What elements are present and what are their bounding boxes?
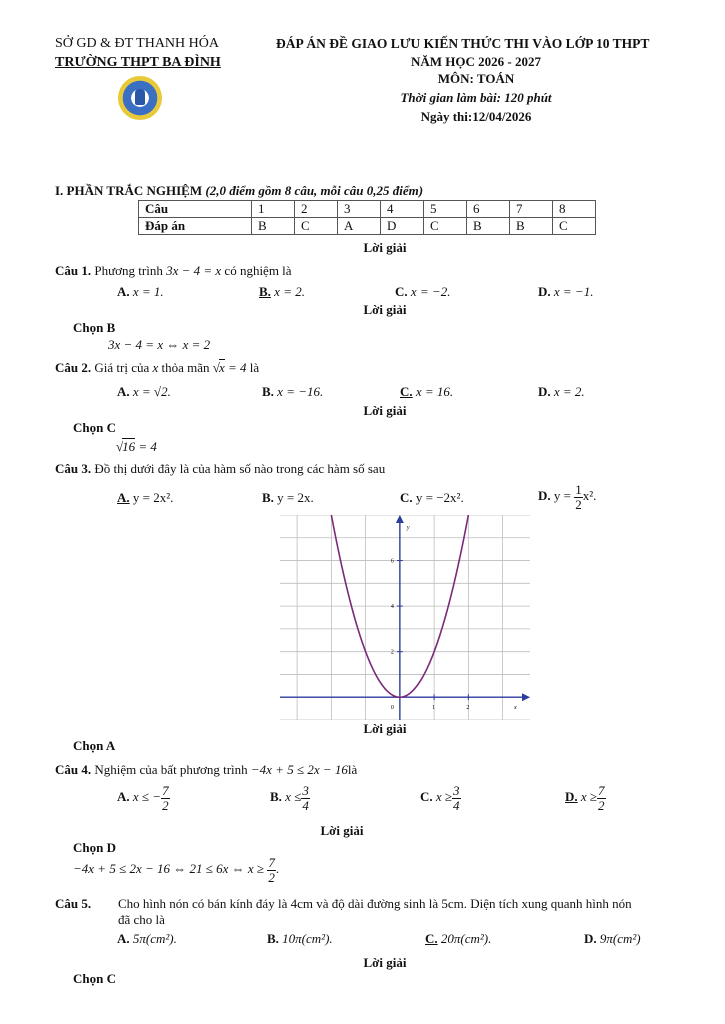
table-cell: D xyxy=(381,218,424,235)
solution-heading: Lời giải xyxy=(363,302,407,317)
choice-value: x = 2. xyxy=(274,284,305,299)
choice-letter: B. xyxy=(262,384,274,399)
table-cell: B xyxy=(467,218,510,235)
question-text: thỏa mãn xyxy=(161,360,210,375)
choice-value: x = −2. xyxy=(410,284,451,299)
fraction-denominator: 4 xyxy=(453,797,460,813)
answer-table xyxy=(138,200,596,235)
choice-b xyxy=(270,784,310,812)
question-label: Câu 1. xyxy=(55,263,92,278)
chosen-answer: Chọn B xyxy=(73,320,116,335)
solution-heading: Lời giải xyxy=(363,403,407,418)
question-text: đã cho là xyxy=(118,912,165,927)
table-row xyxy=(139,218,596,235)
table-row xyxy=(139,201,596,218)
school-year: NĂM HỌC 2026 - 2027 xyxy=(411,54,541,69)
choice-b xyxy=(262,384,323,400)
choice-letter: C. xyxy=(395,284,408,299)
question-4 xyxy=(55,762,357,778)
variable: x xyxy=(152,360,159,375)
fraction-numerator: 3 xyxy=(453,783,460,798)
choice-value: 10π(cm²). xyxy=(282,931,333,946)
choice-value: y = xyxy=(553,488,571,504)
school-logo xyxy=(118,76,162,120)
choice-value: y = 2x. xyxy=(277,490,314,505)
choice-letter: D. xyxy=(584,931,597,946)
choice-c xyxy=(420,784,461,812)
table-cell: B xyxy=(510,218,553,235)
table-cell: B xyxy=(252,218,295,235)
question-2: Câu 2. Giá trị của x thỏa mãn √x = 4 là xyxy=(55,360,260,375)
question-3 xyxy=(55,461,385,477)
solution-heading: Lời giải xyxy=(363,721,407,736)
choice-letter: B. xyxy=(270,789,282,805)
section-heading: I. PHẦN TRẮC NGHIỆM xyxy=(55,183,203,198)
choice-letter: A. xyxy=(117,490,130,505)
choice-letter: A. xyxy=(117,931,130,946)
choice-c xyxy=(400,490,464,506)
radicand: x xyxy=(218,360,225,375)
equation: 3x − 4 = x xyxy=(166,263,222,278)
fraction-denominator: 2 xyxy=(598,797,605,813)
table-cell: C xyxy=(553,218,596,235)
department-name: SỞ GD & ĐT THANH HÓA xyxy=(55,36,219,51)
table-cell: 1 xyxy=(252,201,295,218)
choice-letter: A. xyxy=(117,284,130,299)
table-cell: 7 xyxy=(510,201,553,218)
choice-letter: A. xyxy=(117,789,130,805)
fraction-denominator: 2 xyxy=(162,797,169,813)
solution-heading: Lời giải xyxy=(320,823,364,838)
origin-label: 0 xyxy=(390,705,394,712)
school-name: TRƯỜNG THPT BA ĐÌNH xyxy=(55,55,221,70)
x-tick-label: 2 xyxy=(466,705,470,712)
y-tick-label: 2 xyxy=(390,649,394,656)
choice-d xyxy=(584,931,641,947)
choice-value: x = −1. xyxy=(553,284,594,299)
chosen-answer: Chọn C xyxy=(73,971,116,986)
solution-text: −4x + 5 ≤ 2x − 16 ⇔ 21 ≤ 6x ⇔ x ≥ xyxy=(73,861,265,877)
inequality: −4x + 5 ≤ 2x − 16 xyxy=(250,762,348,777)
solution-line: √16 = 4 xyxy=(116,439,157,454)
solution-rest: = 4 xyxy=(138,439,157,454)
fraction-numerator: 1 xyxy=(575,482,582,497)
choice-value: x = 16. xyxy=(415,384,454,399)
solution-line xyxy=(73,856,279,884)
choice-value: 5π(cm²). xyxy=(132,931,177,946)
choice-letter: B. xyxy=(259,284,271,299)
choice-letter: D. xyxy=(538,384,551,399)
y-axis-label: y xyxy=(406,525,410,531)
question-label: Câu 4. xyxy=(55,762,92,777)
choice-letter: D. xyxy=(538,488,551,504)
choice-value: 20π(cm²). xyxy=(440,931,492,946)
radicand: 16 xyxy=(122,439,136,454)
choice-letter: A. xyxy=(117,384,130,399)
table-cell: 5 xyxy=(424,201,467,218)
subject: MÔN: TOÁN xyxy=(437,71,515,86)
choice-value: x ≥ xyxy=(435,789,453,805)
chosen-answer: Chọn D xyxy=(73,840,116,855)
x-axis-label: x xyxy=(514,705,517,712)
table-cell: Đáp án xyxy=(139,218,252,235)
question-text: Phương trình xyxy=(94,263,163,278)
choice-value: x = √2. xyxy=(132,384,171,399)
choice-d xyxy=(538,284,593,300)
choice-value: x = 1. xyxy=(132,284,164,299)
question-text: Nghiệm của bất phương trình xyxy=(94,762,248,777)
choice-value: y = −2x². xyxy=(415,490,464,505)
fraction-denominator: 4 xyxy=(302,797,309,813)
table-cell: 3 xyxy=(338,201,381,218)
fraction-denominator: 2 xyxy=(268,869,275,885)
fraction-numerator: 7 xyxy=(598,783,605,798)
choice-value: x ≤ − xyxy=(132,789,162,805)
fraction-numerator: 7 xyxy=(162,783,169,798)
choice-d xyxy=(538,384,585,400)
choice-b xyxy=(262,490,314,506)
parabola-graph xyxy=(280,515,530,720)
equation-rhs: = 4 xyxy=(227,360,247,375)
choice-b xyxy=(259,284,305,300)
y-tick-label: 4 xyxy=(390,604,394,611)
choice-value: x ≥ xyxy=(580,789,598,805)
question-label: Câu 2. xyxy=(55,360,92,375)
solution-heading: Lời giải xyxy=(363,240,407,255)
choice-value: x². xyxy=(582,488,597,504)
choice-a xyxy=(117,384,171,400)
choice-value: x ≤ xyxy=(285,789,302,805)
fraction-numerator: 7 xyxy=(268,855,275,870)
table-cell: 4 xyxy=(381,201,424,218)
choice-value: x = −16. xyxy=(277,384,324,399)
table-cell: Câu xyxy=(139,201,252,218)
solution-heading: Lời giải xyxy=(363,955,407,970)
choice-a xyxy=(117,490,173,506)
choice-letter: B. xyxy=(267,931,279,946)
choice-letter: C. xyxy=(400,384,413,399)
choice-value: y = 2x². xyxy=(132,490,174,505)
question-text: là xyxy=(249,360,260,375)
section-title xyxy=(55,183,423,199)
table-cell: C xyxy=(295,218,338,235)
table-cell: A xyxy=(338,218,381,235)
choice-c xyxy=(400,384,453,400)
question-1 xyxy=(55,263,292,279)
section-note: (2,0 điểm gồm 8 câu, mỗi câu 0,25 điểm) xyxy=(205,183,424,198)
table-cell: 8 xyxy=(553,201,596,218)
chosen-answer: Chọn A xyxy=(73,738,116,753)
choice-letter: C. xyxy=(420,789,433,805)
question-text: Cho hình nón có bán kính đáy là 4cm và độ dài đường sinh là 5cm. Diện tích xung quanh hình nón xyxy=(118,896,632,911)
solution-end: . xyxy=(275,861,280,877)
exam-duration: Thời gian làm bài: 120 phút xyxy=(400,90,552,105)
choice-letter: B. xyxy=(262,490,274,505)
choice-a xyxy=(117,931,177,947)
question-text: Đồ thị dưới đây là của hàm số nào trong các hàm số sau xyxy=(94,461,386,476)
choice-c xyxy=(425,931,491,947)
choice-letter: C. xyxy=(400,490,413,505)
y-tick-label: 6 xyxy=(390,558,394,565)
question-text: có nghiệm là xyxy=(224,263,292,278)
choice-letter: D. xyxy=(538,284,551,299)
choice-c xyxy=(395,284,450,300)
question-label: Câu 3. xyxy=(55,461,92,476)
fraction-numerator: 3 xyxy=(302,783,309,798)
choice-d xyxy=(538,483,596,511)
fraction-denominator: 2 xyxy=(575,496,582,512)
choice-value: x = 2. xyxy=(553,384,585,399)
table-cell: C xyxy=(424,218,467,235)
document-title: ĐÁP ÁN ĐỀ GIAO LƯU KIẾN THỨC THI VÀO LỚP 10 THPT xyxy=(276,36,650,51)
x-tick-label: 1 xyxy=(432,705,436,712)
table-cell: 6 xyxy=(467,201,510,218)
choice-b xyxy=(267,931,333,947)
question-text: là xyxy=(347,762,358,777)
choice-a xyxy=(117,284,164,300)
solution-line: 3x − 4 = x ⇔ x = 2 xyxy=(108,337,211,352)
question-label: Câu 5. xyxy=(55,896,92,911)
choice-letter: C. xyxy=(425,931,438,946)
question-text: Giá trị của xyxy=(94,360,150,375)
exam-date: Ngày thi:12/04/2026 xyxy=(420,109,532,124)
choice-d xyxy=(565,784,606,812)
y-axis-arrow xyxy=(396,515,404,523)
choice-value: 9π(cm²) xyxy=(599,931,641,946)
x-axis-arrow xyxy=(522,693,530,701)
chosen-answer: Chọn C xyxy=(73,420,116,435)
choice-letter: D. xyxy=(565,789,578,805)
choice-a xyxy=(117,784,170,812)
table-cell: 2 xyxy=(295,201,338,218)
